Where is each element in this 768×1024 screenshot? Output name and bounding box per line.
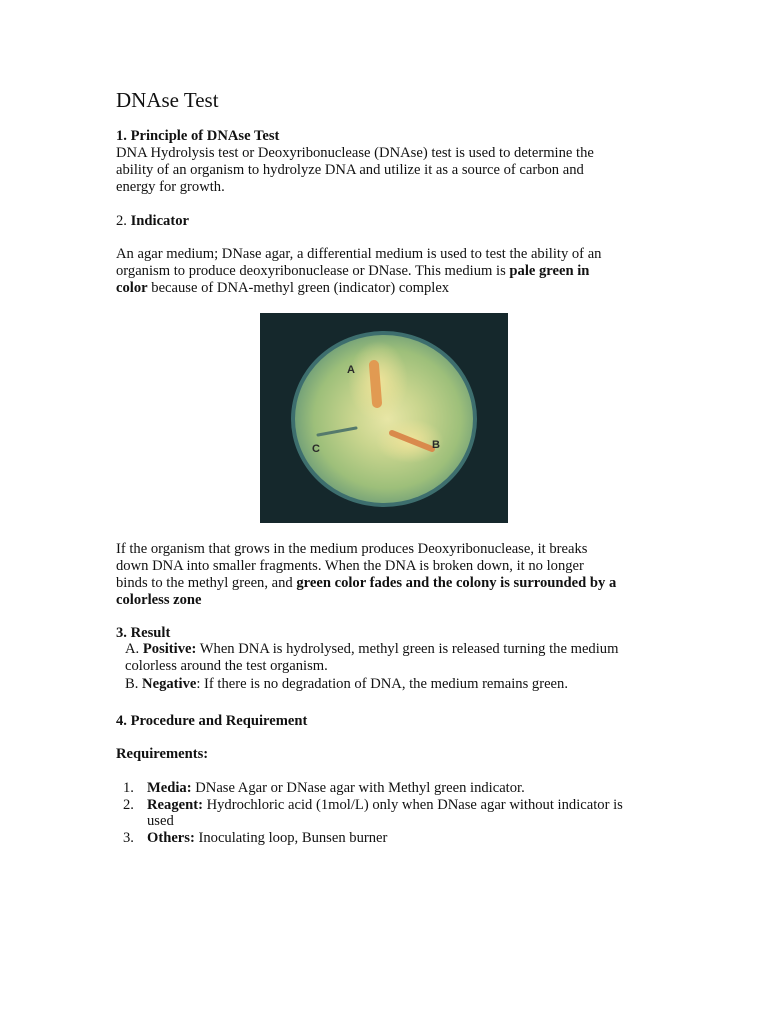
explanation-line-1: If the organism that grows in the medium produces Deoxyribonuclease, it breaks [116,541,588,557]
result-positive-cont: colorless around the test organism. [125,658,328,674]
explanation-line-2: down DNA into smaller fragments. When the DNA is broken down, it no longer [116,558,584,574]
principle-heading: 1. Principle of DNAse Test [116,128,280,144]
result-heading: 3. Result [116,625,171,641]
result-positive: A. Positive: When DNA is hydrolysed, methyl green is released turning the medium [125,641,619,657]
result-negative: B. Negative: If there is no degradation of DNA, the medium remains green. [125,676,568,692]
plate-label-b: B [432,439,440,451]
plate-label-a: A [347,364,355,376]
explanation-line-3: binds to the methyl green, and green color fades and the colony is surrounded by a [116,575,617,591]
indicator-heading: 2. Indicator [116,213,189,229]
list-item: 2. Reagent: Hydrochloric acid (1mol/L) only when DNase agar without indicator is used [123,796,623,830]
indicator-line-3: color because of DNA-methyl green (indicator) complex [116,280,450,296]
procedure-heading: 4. Procedure and Requirement [116,713,308,729]
list-item: 1. Media: DNase Agar or DNase agar with Methyl green indicator. [123,780,525,796]
indicator-line-1: An agar medium; DNase agar, a differential medium is used to test the ability of an [116,246,602,262]
plate-label-c: C [312,443,320,455]
indicator-line-2: organism to produce deoxyribonuclease or DNase. This medium is pale green in [116,263,590,279]
dnase-plate-photo [260,313,508,523]
list-item: 3. Others: Inoculating loop, Bunsen burner [123,829,388,846]
requirements-heading: Requirements: [116,746,209,762]
principle-line-1: DNA Hydrolysis test or Deoxyribonuclease (DNAse) test is used to determine the [116,145,594,161]
requirements-list [116,780,623,846]
principle-line-2: ability of an organism to hydrolyze DNA and utilize it as a source of carbon and [116,162,584,178]
document-title: DNAse Test [116,88,219,112]
explanation-line-4: colorless zone [116,592,202,608]
principle-line-3: energy for growth. [116,179,225,195]
